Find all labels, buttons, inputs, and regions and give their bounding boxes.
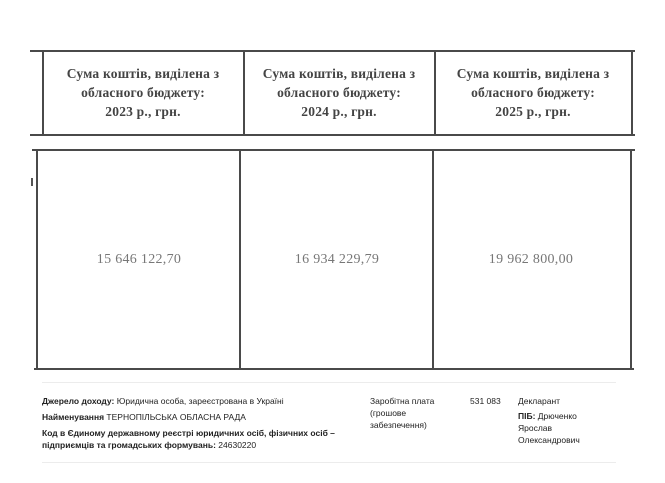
declarant-column <box>518 395 608 446</box>
header-2024-line1: Сума коштів, виділена з <box>262 66 416 81</box>
header-2024-line2: обласного бюджету: <box>277 85 401 100</box>
income-declaration-row <box>42 382 616 463</box>
header-2025 <box>438 64 628 121</box>
table-row-divider <box>32 149 635 151</box>
header-2025-line3: 2025 р., грн. <box>495 104 571 119</box>
header-2024-line3: 2024 р., грн. <box>301 104 377 119</box>
value-2023: 15 646 122,70 <box>96 252 182 267</box>
value-2024: 16 934 229,79 <box>294 252 380 267</box>
income-source-column <box>42 395 362 455</box>
table-col-line-4 <box>631 50 633 134</box>
declarant-pib <box>518 410 608 446</box>
organization-name-value: ТЕРНОПІЛЬСЬКА ОБЛАСНА РАДА <box>106 412 246 422</box>
header-2025-line2: обласного бюджету: <box>471 85 595 100</box>
organization-name <box>42 411 362 423</box>
table-col-line-1 <box>42 50 44 134</box>
edrpou-code-label: Код в Єдиному державному реєстрі юридичних осіб, фізичних осіб – підприємців та громадських формувань: <box>42 428 335 450</box>
edrpou-code-value: 24630220 <box>218 440 257 450</box>
edrpou-code <box>42 427 362 451</box>
scanned-budget-table <box>30 50 635 370</box>
income-type: Заробітна плата (грошове забезпечення) <box>370 396 435 430</box>
pib-label: ПІБ: <box>518 411 536 421</box>
header-2024 <box>244 64 434 121</box>
organization-name-label: Найменування <box>42 412 105 422</box>
header-2023-line2: обласного бюджету: <box>81 85 205 100</box>
header-2025-line1: Сума коштів, виділена з <box>456 66 610 81</box>
header-2023 <box>48 64 238 121</box>
income-source <box>42 395 362 407</box>
income-source-label: Джерело доходу: <box>42 396 115 406</box>
table-col-line-3 <box>434 50 436 134</box>
declarant-label: Декларант <box>518 396 561 406</box>
value-2025: 19 962 800,00 <box>488 252 574 267</box>
income-amount: 531 083 <box>470 396 501 406</box>
table-col-line-5 <box>36 149 38 368</box>
header-2023-line3: 2023 р., грн. <box>105 104 181 119</box>
table-header-divider <box>30 134 635 136</box>
table-top-border <box>30 50 635 52</box>
table-col-line-8 <box>630 149 632 368</box>
pib-value: Дрюченко Ярослав Олександрович <box>518 411 580 445</box>
table-bottom-border <box>34 368 634 370</box>
table-col-line-6 <box>239 149 241 368</box>
table-col-line-7 <box>432 149 434 368</box>
income-source-value: Юридична особа, зареєстрована в Україні <box>116 396 284 406</box>
header-2023-line1: Сума коштів, виділена з <box>66 66 220 81</box>
scan-artifact-mark <box>31 178 33 186</box>
